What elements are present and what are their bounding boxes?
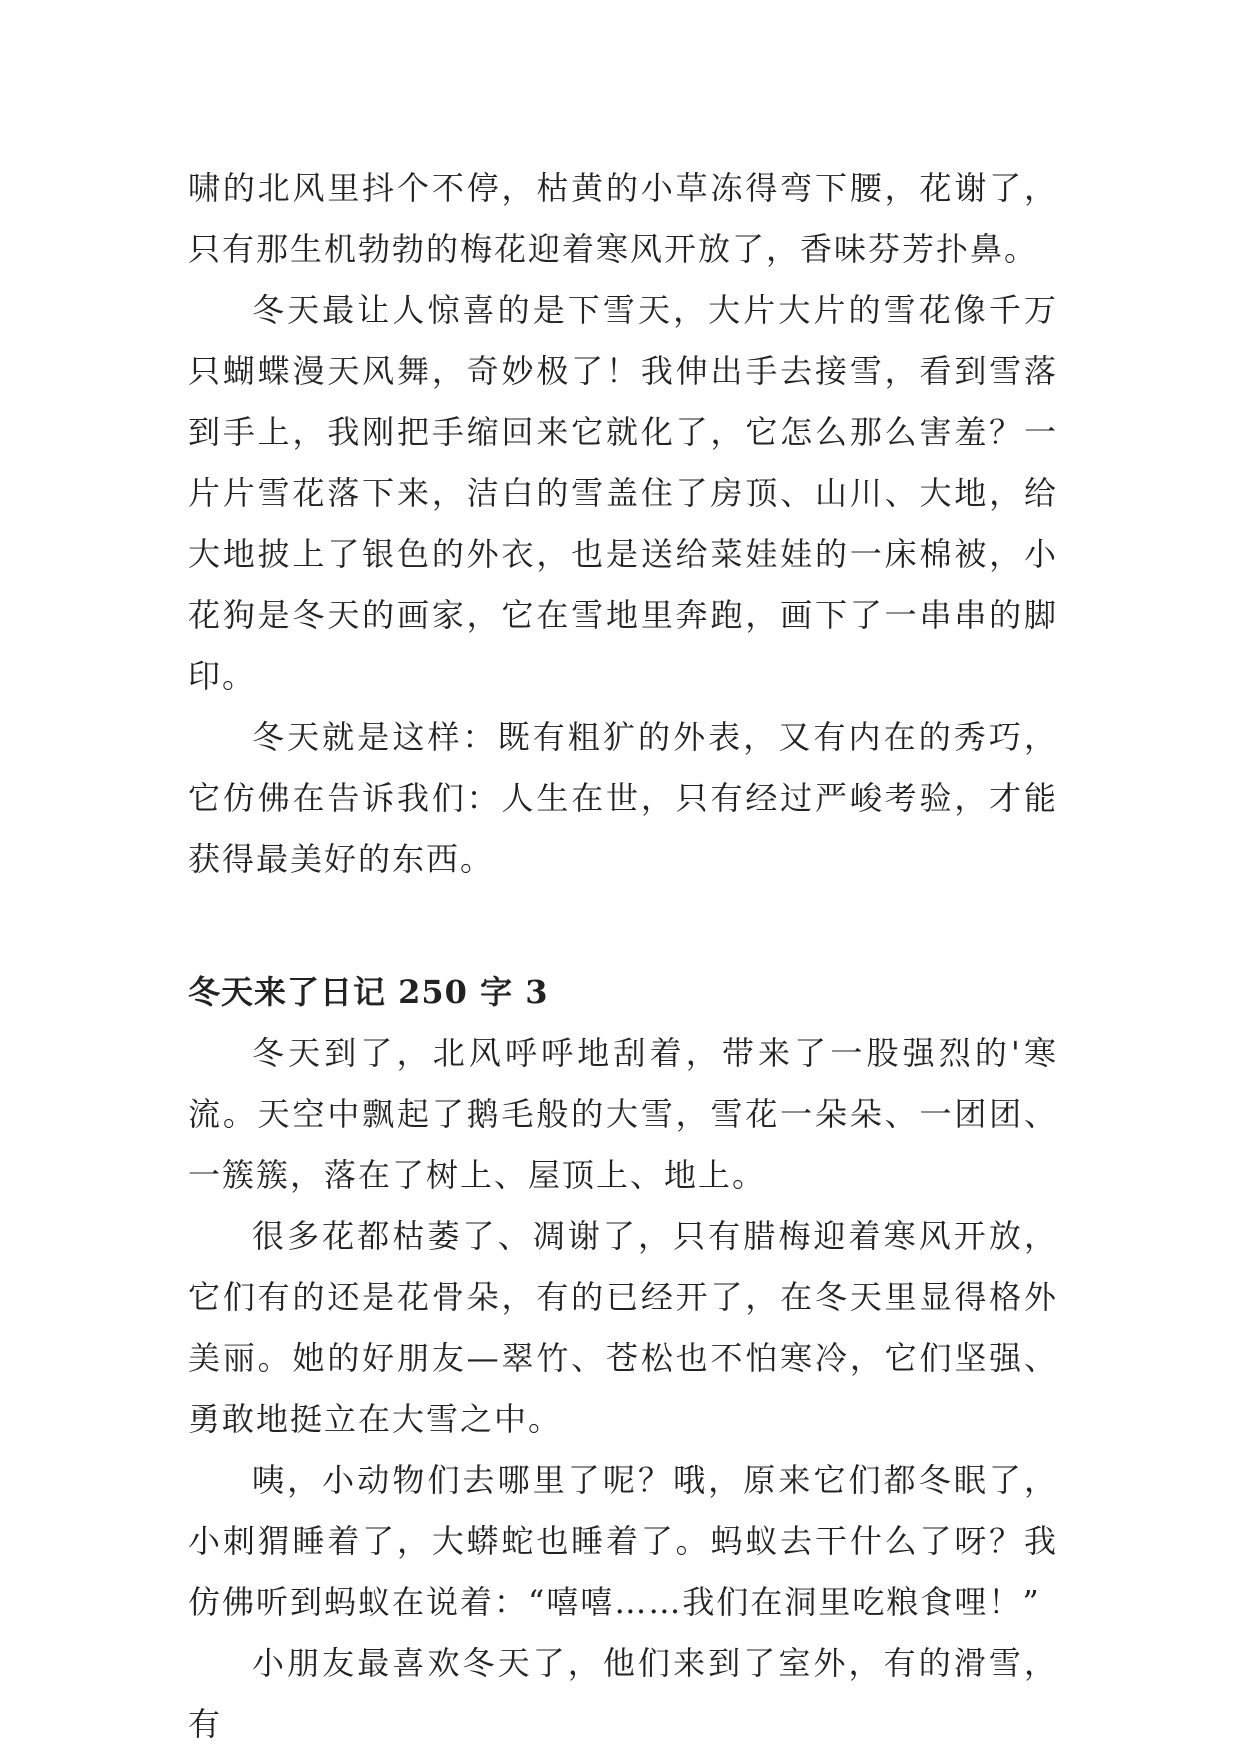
paragraph-children: 小朋友最喜欢冬天了，他们来到了室外，有的滑雪，有 bbox=[188, 1644, 1058, 1743]
paragraph-winter-arrives: 冬天到了，北风呼呼地刮着，带来了一股强烈的'寒流。天空中飘起了鹅毛般的大雪，雪花一朵朵、一团团、一簇簇，落在了树上、屋顶上、地上。 bbox=[188, 1034, 1058, 1194]
paragraph-snow-day: 冬天最让人惊喜的是下雪天，大片大片的雪花像千万只蝴蝶漫天风舞，奇妙极了！我伸出手去接雪，看到雪落到手上，我刚把手缩回来它就化了，它怎么那么害羞？一片片雪花落下来，洁白的雪盖住了房顶、山川、大地，给大地披上了银色的外衣，也是送给菜娃娃的一床棉被，小花狗是冬天的画家，它在雪地里奔跑，画下了一串串的脚印。 bbox=[188, 291, 1058, 695]
paragraph-continued: 啸的北风里抖个不停，枯黄的小草冻得弯下腰，花谢了，只有那生机勃勃的梅花迎着寒风开放了，香味芬芳扑鼻。 bbox=[188, 169, 1058, 268]
paragraph-winter-conclusion: 冬天就是这样：既有粗犷的外表，又有内在的秀巧，它仿佛在告诉我们：人生在世，只有经过严峻考验，才能获得最美好的东西。 bbox=[188, 718, 1058, 878]
paragraph-plum-blossom: 很多花都枯萎了、凋谢了，只有腊梅迎着寒风开放，它们有的还是花骨朵，有的已经开了，在冬天里显得格外美丽。她的好朋友—翠竹、苍松也不怕寒冷，它们坚强、勇敢地挺立在大雪之中。 bbox=[188, 1217, 1058, 1438]
document-page bbox=[188, 158, 1058, 1755]
paragraph-hibernation: 咦，小动物们去哪里了呢？哦，原来它们都冬眠了，小刺猬睡着了，大蟒蛇也睡着了。蚂蚁去干什么了呀？我仿佛听到蚂蚁在说着：“嘻嘻……我们在洞里吃粮食哩！” bbox=[188, 1461, 1058, 1621]
section-title: 冬天来了日记 250 字 3 bbox=[188, 973, 549, 1011]
